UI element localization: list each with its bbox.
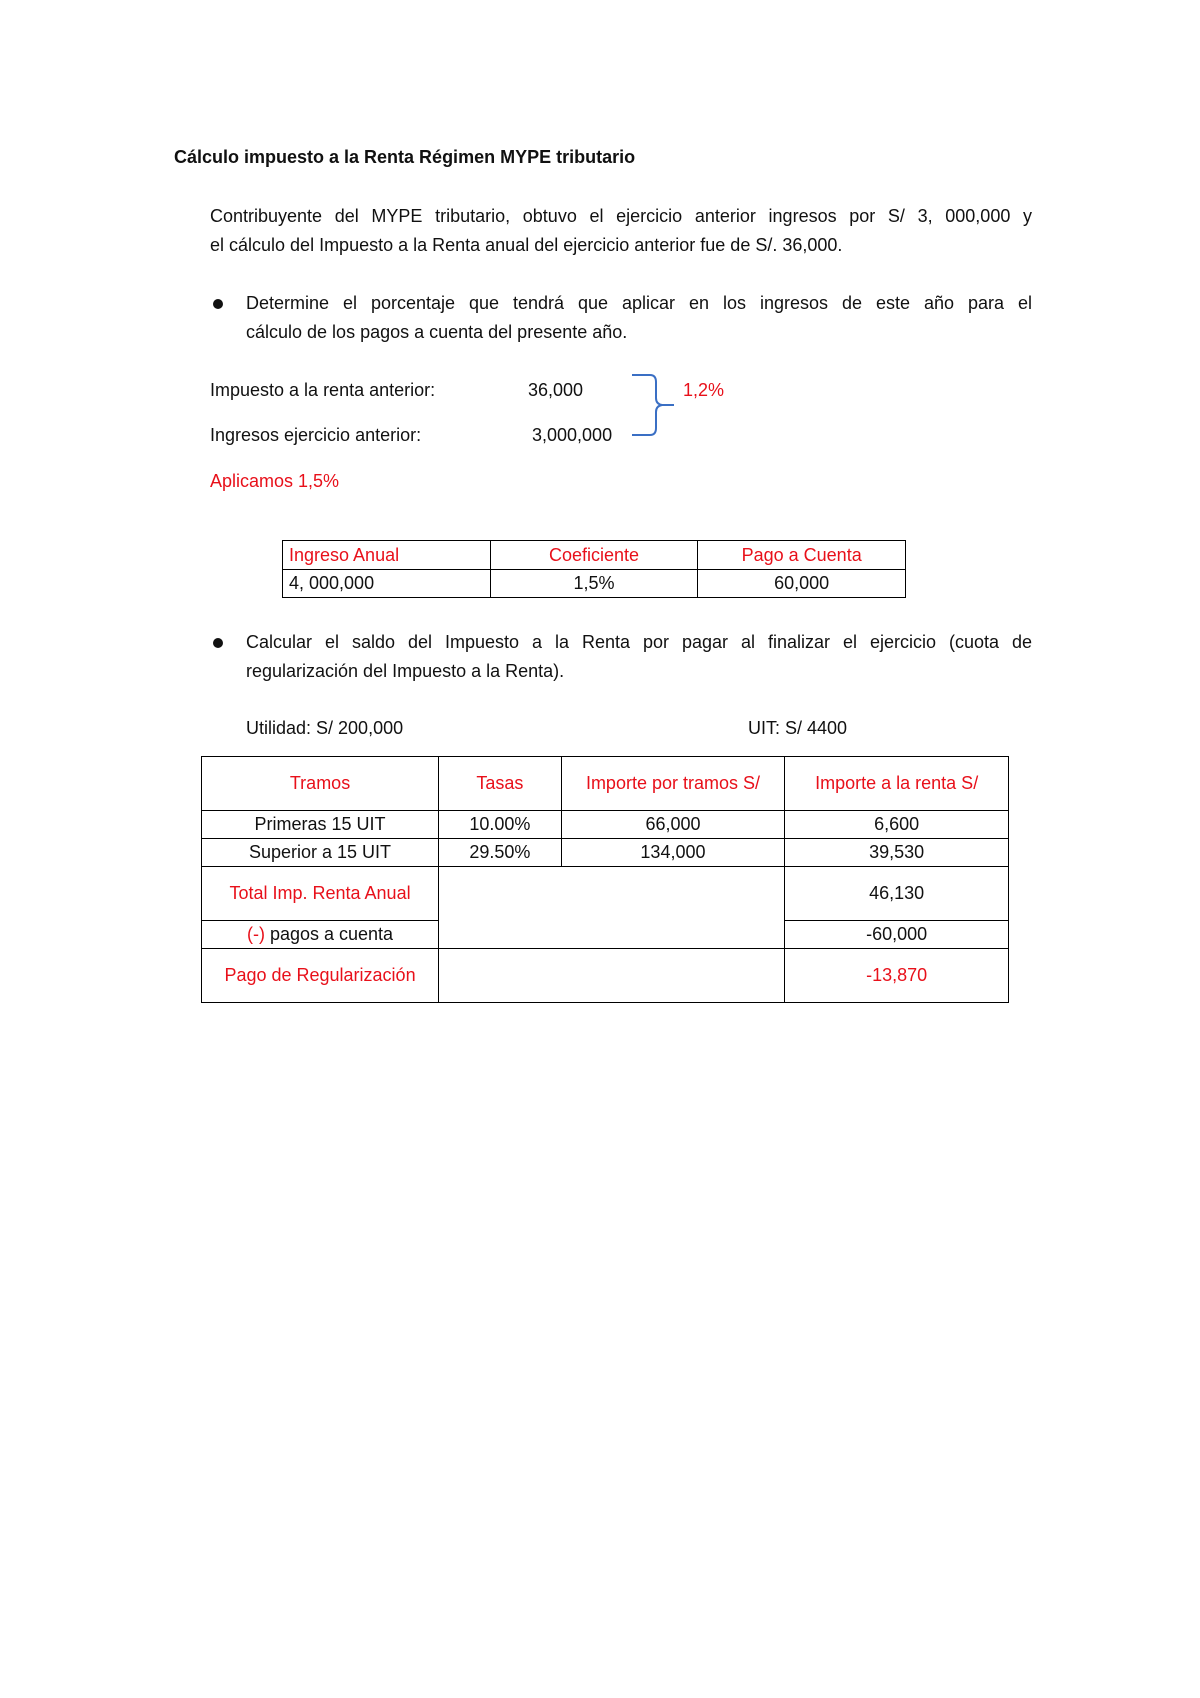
table2-empty-block: [439, 867, 785, 949]
table1-header-ingreso: Ingreso Anual: [283, 541, 491, 570]
table2-pagos-value: -60,000: [785, 921, 1009, 949]
applied-rate: Aplicamos 1,5%: [210, 471, 340, 491]
table2-row1-importe-tramo: 66,000: [561, 811, 785, 839]
utilidad-label: Utilidad: S/ 200,000: [246, 718, 404, 738]
table2-row2-importe-tramo: 134,000: [561, 839, 785, 867]
table1-header-pago: Pago a Cuenta: [698, 541, 906, 570]
table2-row1-importe-renta: 6,600: [785, 811, 1009, 839]
bullet-1-line-1: Determine el porcentaje que tendrá que aplicar en los ingresos de este año para el: [246, 293, 1032, 313]
table2-regular-value: -13,870: [785, 949, 1009, 1003]
table1-cell-ingreso: 4, 000,000: [283, 570, 491, 598]
page-title: Cálculo impuesto a la Renta Régimen MYPE tributario: [174, 147, 636, 167]
table2-header-importe-tramos: Importe por tramos S/: [561, 757, 785, 811]
bullet-dot-icon: [213, 299, 223, 309]
table2-row1-tramo: Primeras 15 UIT: [202, 811, 439, 839]
intro-paragraph: [210, 202, 1032, 260]
table2-empty-cell: [439, 949, 785, 1003]
calc-ratio: 1,2%: [683, 380, 725, 400]
table2-pagos-text: pagos a cuenta: [264, 924, 394, 944]
table2-pagos-label: [202, 921, 439, 949]
table2-row2-tasa: 29.50%: [439, 839, 562, 867]
table2-header-importe-renta: Importe a la renta S/: [785, 757, 1009, 811]
table1-cell-coeficiente: 1,5%: [490, 570, 698, 598]
calc-row1-value: 36,000: [528, 380, 584, 400]
table1-cell-pago: 60,000: [698, 570, 906, 598]
intro-line-1: Contribuyente del MYPE tributario, obtuvo el ejercicio anterior ingresos por S/ 3, 000,000 y: [210, 206, 1032, 226]
calc-row2-value: 3,000,000: [532, 425, 613, 445]
calc-row2-label: Ingresos ejercicio anterior:: [210, 425, 422, 445]
table2-regular-label: Pago de Regularización: [202, 949, 439, 1003]
table1-header-coeficiente: Coeficiente: [490, 541, 698, 570]
intro-line-2: el cálculo del Impuesto a la Renta anual del ejercicio anterior fue de S/. 36,000.: [210, 235, 843, 255]
regularizacion-table: [201, 756, 1009, 1003]
table2-row1-tasa: 10.00%: [439, 811, 562, 839]
table2-header-tasas: Tasas: [439, 757, 562, 811]
uit-label: UIT: S/ 4400: [748, 718, 848, 738]
table2-total-label: Total Imp. Renta Anual: [202, 867, 439, 921]
bullet-dot-icon: [213, 638, 223, 648]
bullet-2-line-2: regularización del Impuesto a la Renta).: [246, 661, 565, 681]
bullet-1-text: [246, 289, 1032, 347]
bullet-1-line-2: cálculo de los pagos a cuenta del presente año.: [246, 322, 628, 342]
table2-pagos-prefix: (-): [246, 924, 265, 944]
table2-header-tramos: Tramos: [202, 757, 439, 811]
table2-row2-tramo: Superior a 15 UIT: [202, 839, 439, 867]
bullet-2-line-1: Calcular el saldo del Impuesto a la Renta por pagar al finalizar el ejercicio (cuota de: [246, 632, 1032, 652]
table2-row2-importe-renta: 39,530: [785, 839, 1009, 867]
curly-brace-icon: [630, 372, 678, 438]
pago-cuenta-table: [282, 540, 906, 598]
table2-total-value: 46,130: [785, 867, 1009, 921]
calc-row1-label: Impuesto a la renta anterior:: [210, 380, 436, 400]
bullet-2-text: [246, 628, 1032, 686]
